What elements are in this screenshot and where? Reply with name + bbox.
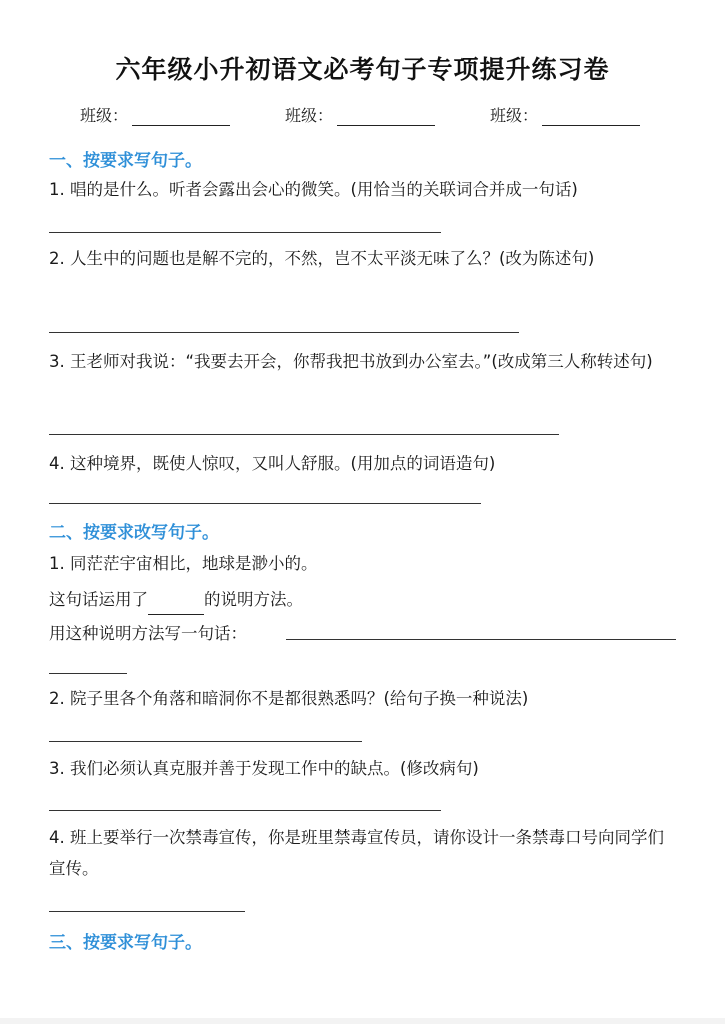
answer-line: [49, 911, 245, 912]
class-field-label: 班级：: [80, 106, 129, 125]
section-heading-2: 二、按要求改写句子。: [49, 523, 219, 543]
answer-line: [49, 232, 441, 233]
fill-blank: [148, 597, 204, 615]
answer-line: [286, 639, 676, 640]
question-2-1: 1. 同茫茫宇宙相比，地球是渺小的。: [49, 554, 318, 573]
question-2-3: 3. 我们必须认真克服并善于发现工作中的缺点。(修改病句): [49, 759, 479, 778]
page-title: 六年级小升初语文必考句子专项提升练习卷: [115, 55, 610, 84]
question-1-1: 1. 唱的是什么。听者会露出会心的微笑。(用恰当的关联词合并成一句话): [49, 180, 578, 199]
section-heading-1: 一、按要求写句子。: [49, 151, 202, 171]
class-field-1: [80, 103, 230, 125]
method-prefix: 这句话运用了: [49, 590, 148, 609]
question-2-2: 2. 院子里各个角落和暗洞你不是都很熟悉吗？(给句子换一种说法): [49, 689, 529, 708]
section-heading-3: 三、按要求写句子。: [49, 933, 202, 953]
question-2-4: 4. 班上要举行一次禁毒宣传，你是班里禁毒宣传员，请你设计一条禁毒口号向同学们宣传。: [49, 828, 664, 878]
question-2-1-write: 用这种说明方法写一句话：: [49, 624, 247, 643]
answer-line: [49, 741, 362, 742]
answer-line: [49, 503, 481, 504]
class-field-label: 班级：: [285, 106, 334, 125]
question-2-1-method: [49, 584, 679, 615]
method-suffix: 的说明方法。: [204, 590, 303, 609]
class-field-blank: [132, 107, 230, 126]
answer-line: [49, 434, 559, 435]
class-field-2: [285, 103, 435, 125]
question-1-3: 3. 王老师对我说：“我要去开会，你帮我把书放到办公室去。”(改成第三人称转述句): [49, 352, 653, 371]
class-fields-row: [0, 103, 725, 127]
class-field-label: 班级：: [490, 106, 539, 125]
question-1-4: 4. 这种境界，既使人惊叹，又叫人舒服。(用加点的词语造句): [49, 454, 496, 473]
class-field-3: [490, 103, 640, 125]
class-field-blank: [542, 107, 640, 126]
answer-line: [49, 332, 519, 333]
answer-line: [49, 673, 127, 674]
page-bottom-edge: [0, 1018, 725, 1024]
question-1-2: 2. 人生中的问题也是解不完的，不然，岂不太平淡无味了么？(改为陈述句): [49, 249, 595, 268]
answer-line: [49, 810, 441, 811]
class-field-blank: [337, 107, 435, 126]
